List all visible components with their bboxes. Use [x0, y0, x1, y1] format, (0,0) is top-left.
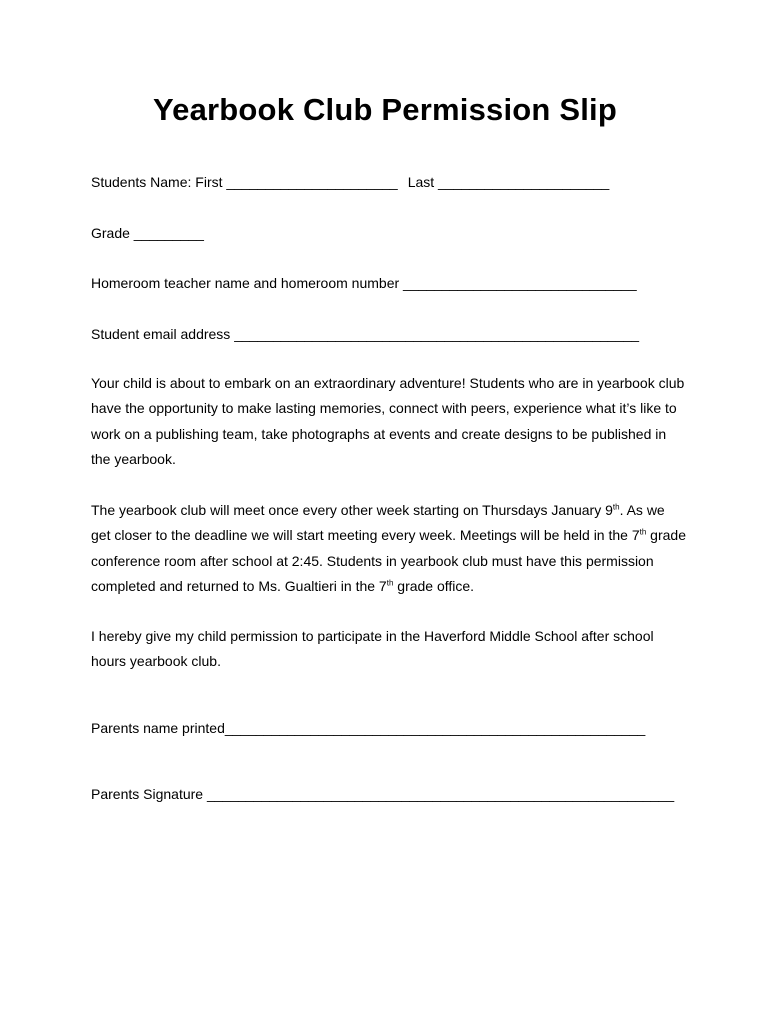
student-email-field: Student email address ____________________________________________________: [91, 326, 640, 342]
consent-paragraph: [91, 624, 691, 675]
parents-name-printed-field: Parents name printed______________________________________________________: [91, 720, 646, 736]
page-title: Yearbook Club Permission Slip: [152, 92, 618, 127]
students-name-last-field: Last ______________________: [407, 174, 610, 190]
consent-line: I hereby give my child permission to participate in the Haverford Middle School after school: [91, 628, 654, 644]
grade-field: Grade _________: [91, 225, 204, 241]
consent-line: hours yearbook club.: [91, 653, 221, 670]
intro-line: work on a publishing team, take photographs at events and create designs to be published in: [91, 425, 667, 442]
homeroom-field: Homeroom teacher name and homeroom number ______________________________: [91, 275, 637, 291]
parents-signature-field: Parents Signature ____________________________________________________________: [91, 786, 675, 802]
schedule-paragraph: [91, 498, 691, 599]
students-name-row: [91, 174, 609, 190]
schedule-line: The yearbook club will meet once every other week starting on Thursdays January 9th. As we: [91, 502, 665, 518]
intro-line: have the opportunity to make lasting memories, connect with peers, experience what it’s like to: [91, 400, 677, 417]
intro-line: Your child is about to embark on an extraordinary adventure! Students who are in yearbook club: [91, 375, 685, 391]
intro-line: the yearbook.: [91, 450, 176, 467]
students-name-first-field: Students Name: First ______________________: [91, 174, 398, 190]
intro-paragraph: [91, 371, 691, 472]
schedule-line: completed and returned to Ms. Gualtieri in the 7th grade office.: [91, 577, 475, 594]
schedule-line: conference room after school at 2:45. Students in yearbook club must have this permission: [91, 552, 654, 569]
schedule-line: get closer to the deadline we will start meeting every week. Meetings will be held in the 7th grade: [91, 527, 686, 544]
